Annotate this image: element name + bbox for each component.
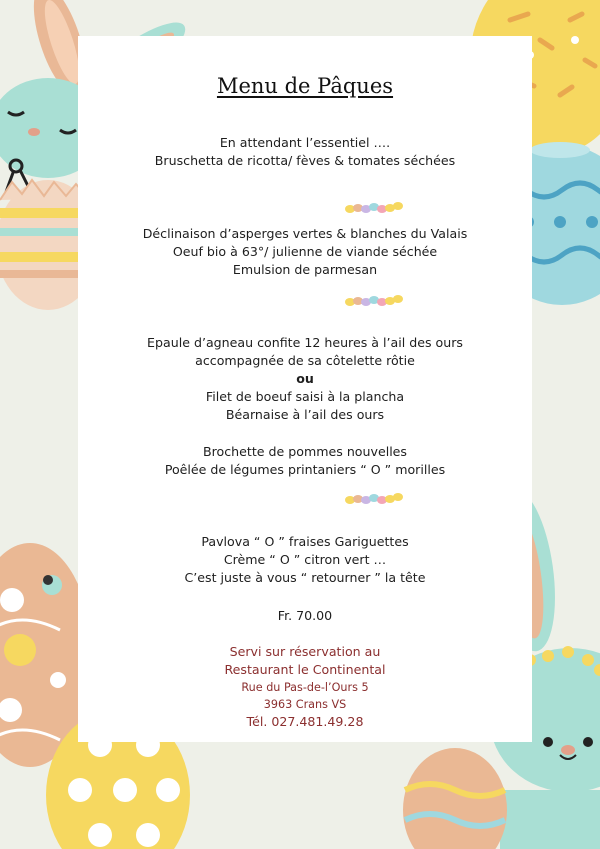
candy-eggs-divider-icon: [344, 293, 406, 309]
restaurant-name: Restaurant le Continental: [224, 662, 386, 677]
city-address: 3963 Crans VS: [263, 698, 347, 711]
or-label: ou: [296, 371, 314, 386]
intro-line-2: Bruschetta de ricotta/ fèves & tomates séchées: [154, 153, 456, 168]
reservation-note: Servi sur réservation au: [229, 644, 381, 659]
starter-line-2: Oeuf bio à 63°/ julienne de viande séchée: [172, 244, 438, 259]
starter-line-1: Déclinaison d’asperges vertes & blanches du Valais: [142, 226, 468, 241]
main-option2-line-1: Filet de boeuf saisi à la plancha: [205, 389, 405, 404]
dessert-line-1: Pavlova “ O ” fraises Gariguettes: [201, 534, 409, 549]
candy-eggs-divider-icon: [344, 491, 406, 507]
menu-card: [78, 36, 532, 742]
menu-title: Menu de Pâques: [216, 74, 394, 98]
street-address: Rue du Pas-de-l’Ours 5: [241, 681, 369, 694]
main-option2-line-2: Béarnaise à l’ail des ours: [225, 407, 385, 422]
main-option1-line-2: accompagnée de sa côtelette rôtie: [195, 353, 415, 368]
egg-peach-bottom-icon: [403, 748, 507, 849]
dessert-line-2: Crème “ O ” citron vert …: [223, 552, 387, 567]
sides-line-1: Brochette de pommes nouvelles: [203, 444, 407, 459]
phone-number: Tél. 027.481.49.28: [246, 714, 364, 729]
sides-line-2: Poêlée de légumes printaniers “ O ” morilles: [164, 462, 446, 477]
candy-eggs-divider-icon: [344, 200, 406, 216]
intro-line-1: En attendant l’essentiel ….: [219, 135, 391, 150]
main-option1-line-1: Epaule d’agneau confite 12 heures à l’ail des ours: [147, 335, 463, 350]
price: Fr. 70.00: [277, 608, 333, 623]
dessert-line-3: C’est juste à vous “ retourner ” la tête: [184, 570, 426, 585]
starter-line-3: Emulsion de parmesan: [232, 262, 378, 277]
